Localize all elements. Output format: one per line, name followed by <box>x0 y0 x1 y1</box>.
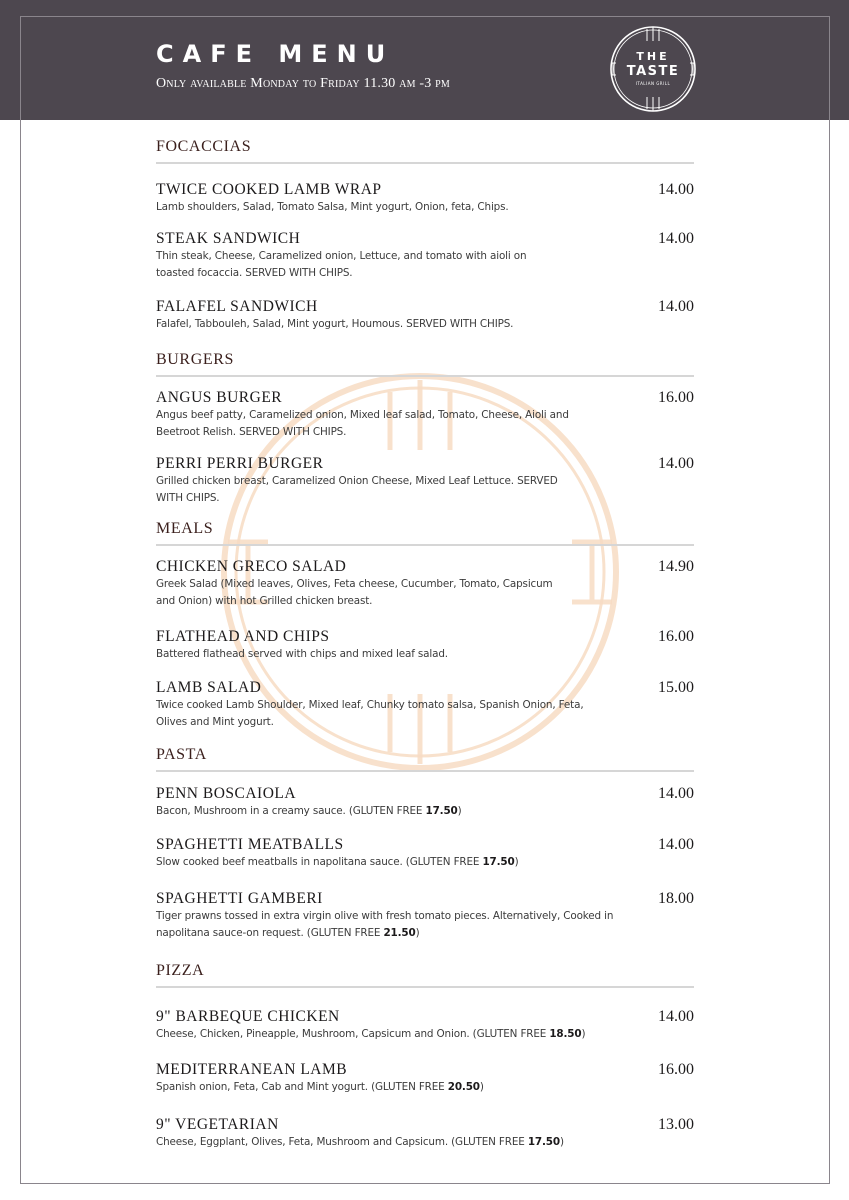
item-name: TWICE COOKED LAMB WRAP <box>156 181 382 198</box>
item-price: 14.00 <box>658 230 694 247</box>
item-description: Greek Salad (Mixed leaves, Olives, Feta cheese, Cucumber, Tomato, Capsicum and Onion) with hot Grilled chicken breast. <box>156 578 553 607</box>
section-title-pasta: PASTA <box>156 746 694 772</box>
item-name: CHICKEN GRECO SALAD <box>156 558 347 575</box>
item-name: PENN BOSCAIOLA <box>156 785 297 802</box>
menu-item <box>156 180 694 216</box>
section-title-burgers: BURGERS <box>156 351 694 377</box>
logo-line2: TASTE <box>626 64 680 79</box>
item-name: PERRI PERRI BURGER <box>156 455 324 472</box>
item-description <box>156 1134 626 1151</box>
logo-line1: THE <box>636 50 670 63</box>
item-desc-text: Cheese, Eggplant, Olives, Feta, Mushroom and Capsicum. <box>156 1136 448 1148</box>
section-title-focaccias: FOCACCIAS <box>156 138 694 164</box>
menu-item <box>156 678 694 730</box>
item-price: 14.00 <box>658 785 694 802</box>
item-name: FALAFEL SANDWICH <box>156 298 318 315</box>
gluten-free-label: (GLUTEN FREE <box>345 805 426 817</box>
gluten-free-label: (GLUTEN FREE <box>402 856 483 868</box>
menu-item <box>156 1007 694 1043</box>
item-price: 14.90 <box>658 558 694 575</box>
item-name: SPAGHETTI GAMBERI <box>156 890 323 907</box>
menu-item <box>156 1115 694 1151</box>
gluten-free-close: ) <box>457 805 462 817</box>
menu-item <box>156 297 694 333</box>
item-name: STEAK SANDWICH <box>156 230 301 247</box>
item-desc-text: Cheese, Chicken, Pineapple, Mushroom, Capsicum and Onion. <box>156 1028 470 1040</box>
gluten-free-price: 17.50 <box>527 1136 560 1148</box>
item-description <box>156 1026 656 1043</box>
gluten-free-price: 21.50 <box>383 926 416 939</box>
gluten-free-price: 18.50 <box>549 1028 582 1040</box>
item-name: ANGUS BURGER <box>156 389 283 406</box>
item-name: FLATHEAD AND CHIPS <box>156 628 330 645</box>
menu-item <box>156 229 694 281</box>
item-price: 16.00 <box>658 628 694 645</box>
item-description <box>156 854 626 871</box>
menu-item <box>156 454 694 506</box>
item-name: 9" VEGETARIAN <box>156 1116 279 1133</box>
menu-item <box>156 627 694 663</box>
menu-item <box>156 784 694 820</box>
item-description: Falafel, Tabbouleh, Salad, Mint yogurt, Houmous. SERVED WITH CHIPS. <box>156 318 514 330</box>
the-taste-logo-icon <box>609 25 697 113</box>
item-description: Lamb shoulders, Salad, Tomato Salsa, Mint yogurt, Onion, feta, Chips. <box>156 201 509 213</box>
gluten-free-price: 20.50 <box>447 1081 480 1093</box>
item-price: 18.00 <box>658 890 694 907</box>
section-title-meals: MEALS <box>156 520 694 546</box>
gluten-free-label: (GLUTEN FREE <box>448 1136 528 1148</box>
item-desc-text: Tiger prawns tossed in extra virgin olive with fresh tomato pieces. Alternatively, Cooked in napolitana sauce-on request. <box>156 910 614 939</box>
item-desc-text: Spanish onion, Feta, Cab and Mint yogurt. <box>156 1081 368 1093</box>
menu-item <box>156 835 694 871</box>
gluten-free-close: ) <box>581 1028 586 1040</box>
menu-item <box>156 1060 694 1096</box>
item-desc-text: Bacon, Mushroom in a creamy sauce. <box>156 805 346 817</box>
item-price: 16.00 <box>658 389 694 406</box>
item-price: 14.00 <box>658 836 694 853</box>
logo-tagline: ITALIAN GRILL <box>635 81 671 86</box>
item-description: Grilled chicken breast, Caramelized Onion Cheese, Mixed Leaf Lettuce. SERVED WITH CHIPS. <box>156 475 558 504</box>
availability-subtitle: Only available Monday to Friday 11.30 am -3 pm <box>156 76 451 91</box>
item-name: LAMB SALAD <box>156 679 262 696</box>
item-price: 13.00 <box>658 1116 694 1133</box>
gluten-free-label: (GLUTEN FREE <box>469 1028 550 1040</box>
menu-item <box>156 557 694 609</box>
item-price: 16.00 <box>658 1061 694 1078</box>
item-description <box>156 908 626 941</box>
item-description <box>156 1079 626 1096</box>
item-price: 15.00 <box>658 679 694 696</box>
gluten-free-close: ) <box>415 926 420 939</box>
item-description: Thin steak, Cheese, Caramelized onion, Lettuce, and tomato with aioli on toasted focaccia. SERVED WITH CHIPS. <box>156 250 527 279</box>
item-description: Battered flathead served with chips and mixed leaf salad. <box>156 648 448 660</box>
gluten-free-close: ) <box>479 1081 484 1093</box>
gluten-free-label: (GLUTEN FREE <box>367 1081 448 1093</box>
gluten-free-close: ) <box>514 856 519 868</box>
item-name: 9" BARBEQUE CHICKEN <box>156 1008 340 1025</box>
item-price: 14.00 <box>658 455 694 472</box>
item-price: 14.00 <box>658 298 694 315</box>
item-price: 14.00 <box>658 181 694 198</box>
item-description: Angus beef patty, Caramelized onion, Mixed leaf salad, Tomato, Cheese, Aioli and Beetroot Relish. SERVED WITH CHIPS. <box>156 409 569 438</box>
menu-item <box>156 388 694 440</box>
item-name: MEDITERRANEAN LAMB <box>156 1061 348 1078</box>
item-desc-text: Slow cooked beef meatballs in napolitana sauce. <box>156 856 403 868</box>
item-description: Twice cooked Lamb Shoulder, Mixed leaf, Chunky tomato salsa, Spanish Onion, Feta, Olives and Mint yogurt. <box>156 699 584 728</box>
item-name: SPAGHETTI MEATBALLS <box>156 836 344 853</box>
page-title: CAFE MENU <box>156 40 395 68</box>
gluten-free-price: 17.50 <box>425 805 458 817</box>
item-description <box>156 803 626 820</box>
gluten-free-label: (GLUTEN FREE <box>303 926 384 939</box>
item-price: 14.00 <box>658 1008 694 1025</box>
gluten-free-close: ) <box>559 1136 564 1148</box>
menu-item <box>156 889 694 941</box>
gluten-free-price: 17.50 <box>482 856 515 868</box>
section-title-pizza: PIZZA <box>156 962 694 988</box>
